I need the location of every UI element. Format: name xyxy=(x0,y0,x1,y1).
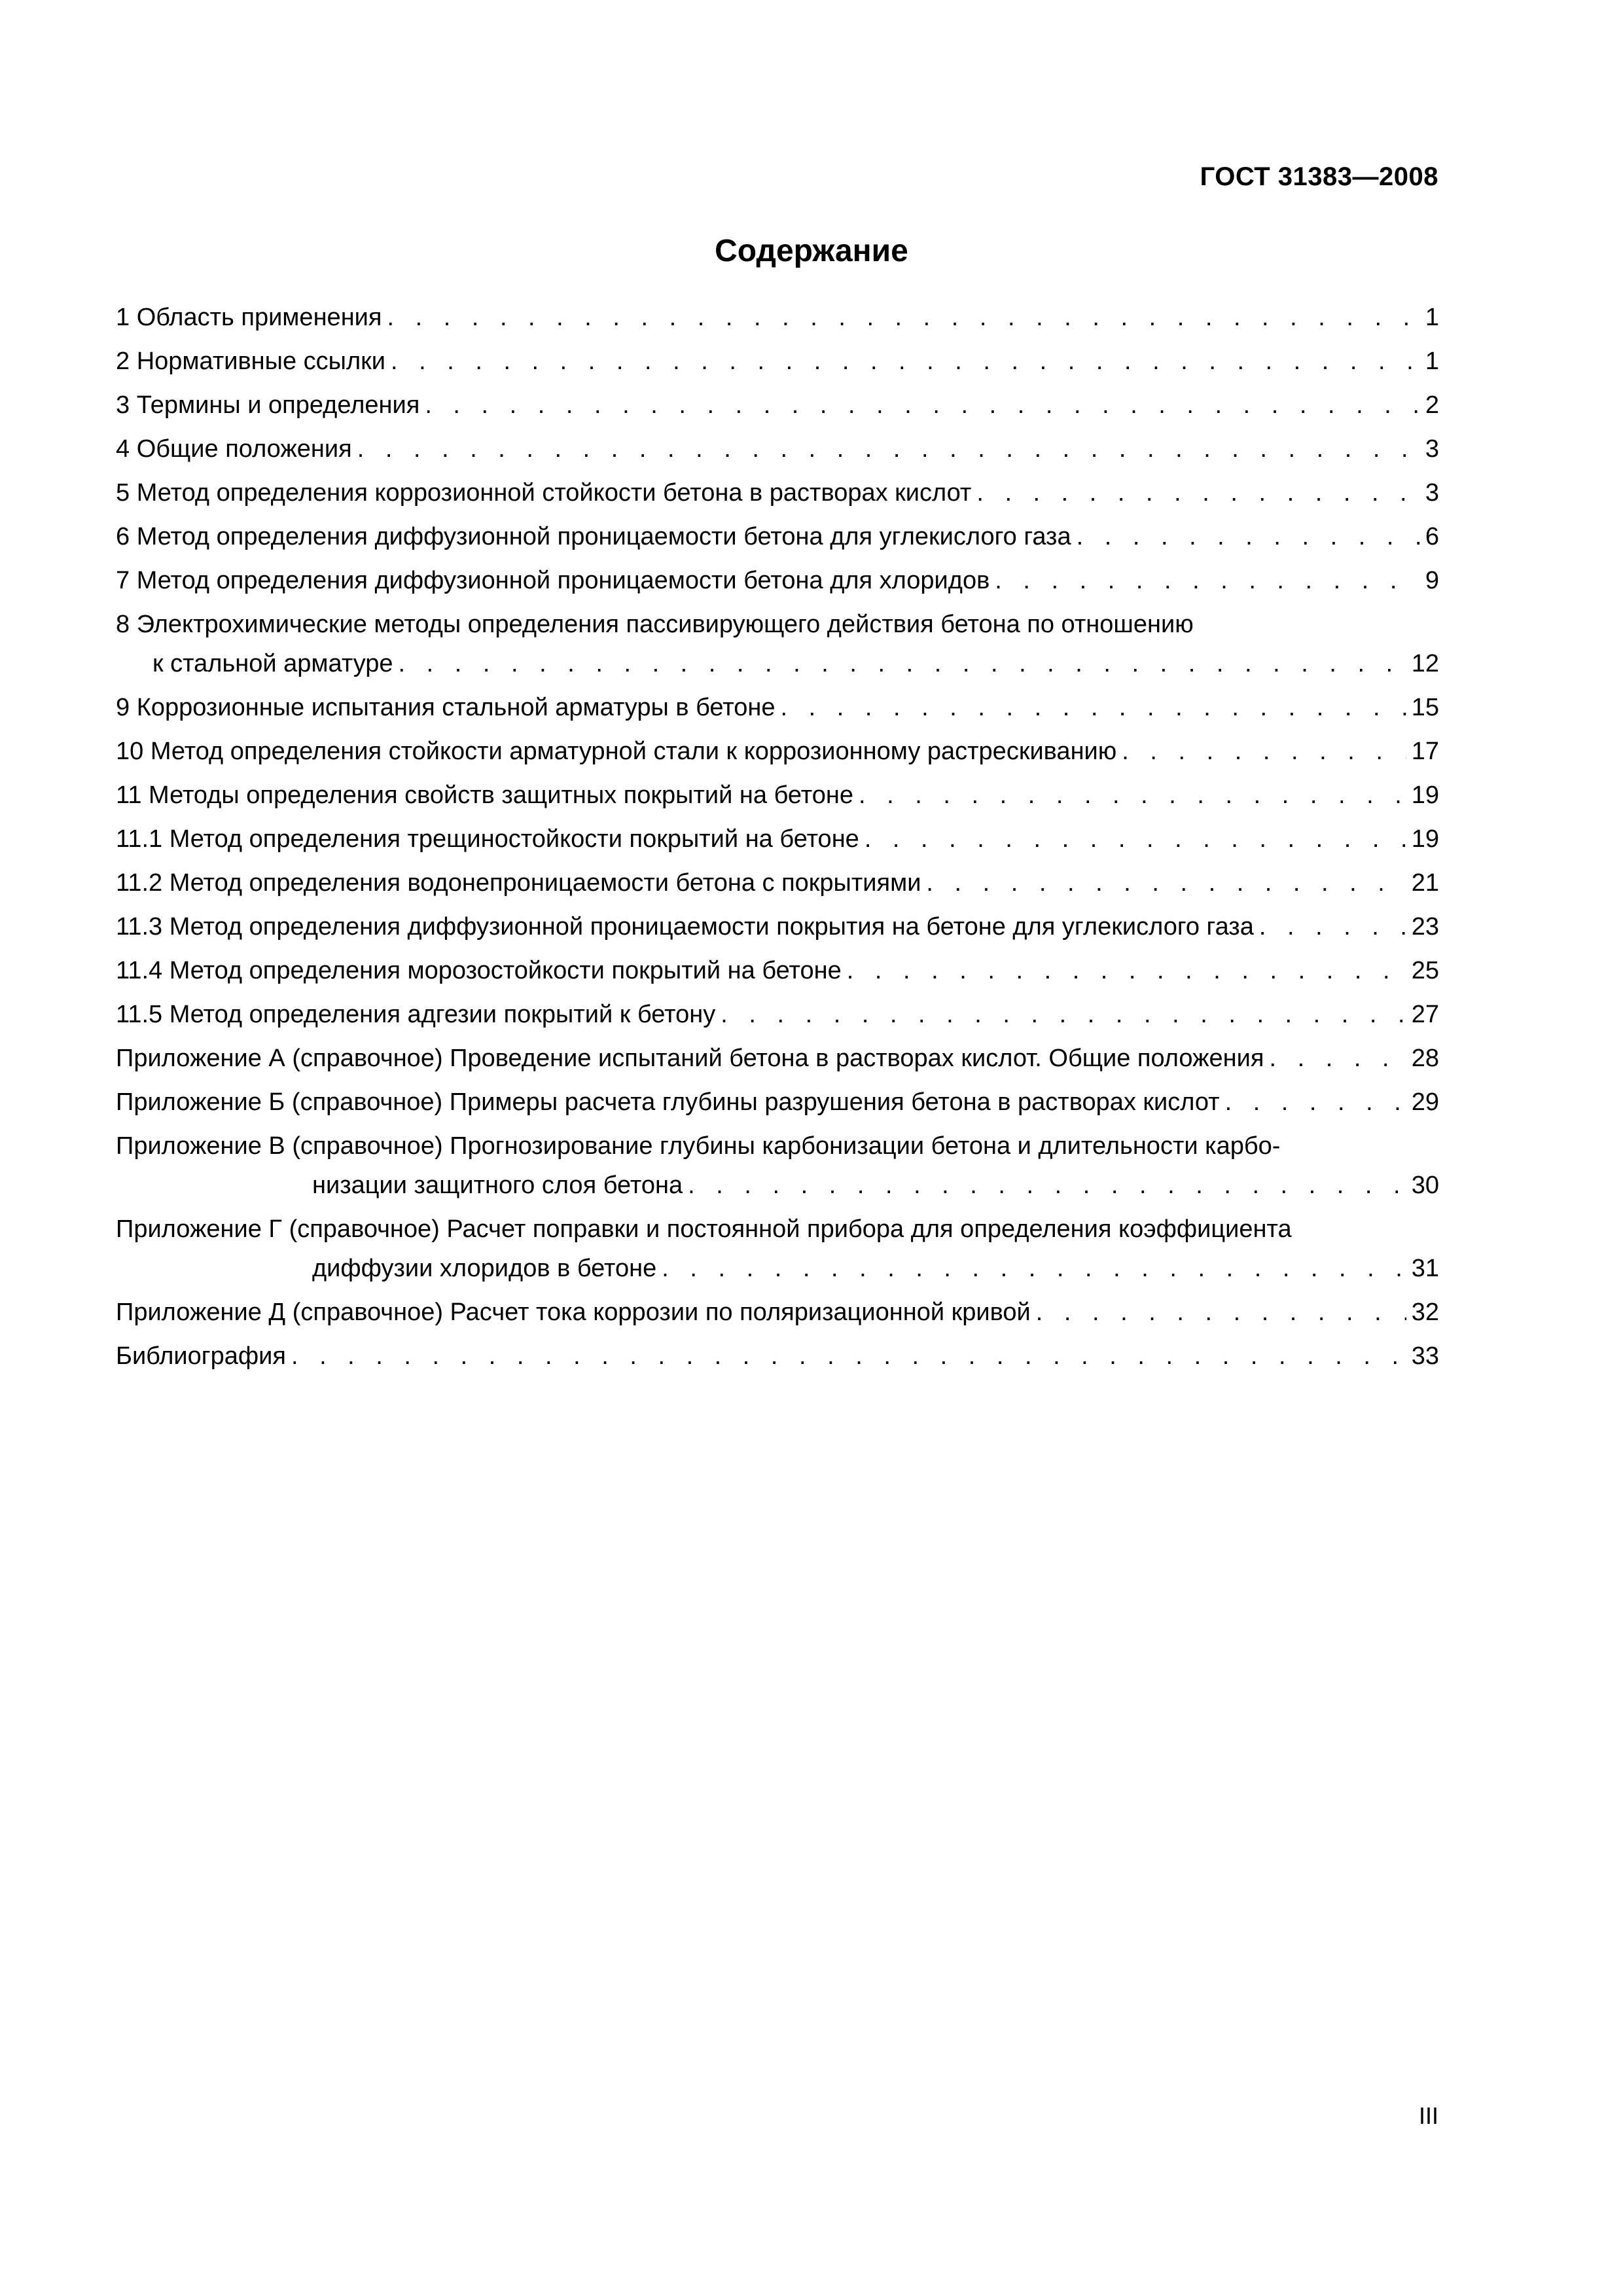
toc-page-number: 2 xyxy=(1425,391,1439,419)
toc-line xyxy=(116,1293,1439,1332)
dot-leader xyxy=(781,688,1406,727)
toc-line xyxy=(116,732,1439,771)
toc-entry xyxy=(116,1210,1439,1288)
toc-entry xyxy=(116,1039,1439,1078)
toc-entry-title: Приложение В (справочное) Прогнозирование глубины карбонизации бетона и длительности карбо- xyxy=(116,1132,1281,1160)
dot-leader xyxy=(688,1166,1406,1205)
toc-line xyxy=(116,342,1439,381)
toc-entry xyxy=(116,429,1439,469)
table-of-contents xyxy=(116,298,1439,1380)
toc-line xyxy=(116,951,1439,990)
toc-entry xyxy=(116,561,1439,600)
toc-entry-title: 5 Метод определения коррозионной стойкости бетона в растворах кислот xyxy=(116,479,972,507)
toc-entry-title: 7 Метод определения диффузионной проницаемости бетона для хлоридов xyxy=(116,567,990,594)
dot-leader xyxy=(1036,1293,1406,1332)
toc-line xyxy=(116,386,1439,425)
page-title: Содержание xyxy=(715,234,908,268)
toc-entry-title: 9 Коррозионные испытания стальной арматуры в бетоне xyxy=(116,694,776,721)
toc-entry xyxy=(116,776,1439,815)
toc-line xyxy=(116,1249,1439,1288)
toc-entry-title: Приложение Г (справочное) Расчет поправки и постоянной прибора для определения коэффициента xyxy=(116,1215,1292,1243)
dot-leader xyxy=(387,298,1419,337)
dot-leader xyxy=(1077,517,1420,556)
toc-page-number: 33 xyxy=(1411,1342,1439,1370)
toc-line xyxy=(116,473,1439,512)
toc-page-number: 1 xyxy=(1425,348,1439,375)
toc-entry xyxy=(116,732,1439,771)
toc-entry xyxy=(116,951,1439,990)
toc-page-number: 21 xyxy=(1411,869,1439,897)
toc-line xyxy=(116,1210,1439,1249)
dot-leader xyxy=(1259,907,1406,946)
toc-entry-title: 11.1 Метод определения трещиностойкости покрытий на бетоне xyxy=(116,825,859,853)
toc-line xyxy=(116,995,1439,1034)
toc-entry-title: 11.3 Метод определения диффузионной проницаемости покрытия на бетоне для углекислого газа xyxy=(116,913,1254,941)
toc-page-number: 6 xyxy=(1425,523,1439,550)
toc-entry-title: 3 Термины и определения xyxy=(116,391,420,419)
toc-entry-title: Приложение Д (справочное) Расчет тока коррозии по поляризационной кривой xyxy=(116,1299,1031,1326)
dot-leader xyxy=(976,473,1420,512)
dot-leader xyxy=(847,951,1406,990)
toc-page-number: 28 xyxy=(1411,1045,1439,1072)
toc-entry-title: 11.4 Метод определения морозостойкости покрытий на бетоне xyxy=(116,957,842,984)
toc-entry xyxy=(116,386,1439,425)
toc-page-number: 3 xyxy=(1425,435,1439,463)
toc-page-number: 25 xyxy=(1411,957,1439,984)
toc-page-number: 15 xyxy=(1411,694,1439,721)
toc-line xyxy=(116,1126,1439,1166)
toc-page-number: 1 xyxy=(1425,304,1439,331)
dot-leader xyxy=(1122,732,1406,771)
toc-page-number: 9 xyxy=(1425,567,1439,594)
toc-line xyxy=(116,1166,1439,1205)
dot-leader xyxy=(1225,1083,1406,1122)
toc-line xyxy=(116,907,1439,946)
toc-page-number: 17 xyxy=(1411,738,1439,765)
toc-entry xyxy=(116,342,1439,381)
toc-line xyxy=(116,605,1439,644)
dot-leader xyxy=(926,863,1406,903)
toc-entry-title: 4 Общие положения xyxy=(116,435,352,463)
toc-line xyxy=(116,1336,1439,1376)
toc-entry xyxy=(116,517,1439,556)
toc-entry-title: диффузии хлоридов в бетоне xyxy=(312,1255,657,1282)
toc-line xyxy=(116,644,1439,683)
toc-entry xyxy=(116,1126,1439,1205)
toc-line xyxy=(116,429,1439,469)
toc-entry xyxy=(116,688,1439,727)
toc-entry xyxy=(116,1083,1439,1122)
toc-page-number: 3 xyxy=(1425,479,1439,507)
dot-leader xyxy=(425,386,1420,425)
toc-entry xyxy=(116,1293,1439,1332)
dot-leader xyxy=(662,1249,1406,1288)
toc-entry-title: 2 Нормативные ссылки xyxy=(116,348,385,375)
toc-entry-title: 11.5 Метод определения адгезии покрытий к бетону xyxy=(116,1001,716,1028)
toc-entry-title: 11 Методы определения свойств защитных покрытий на бетоне xyxy=(116,781,854,809)
dot-leader xyxy=(1269,1039,1406,1078)
dot-leader xyxy=(391,342,1420,381)
toc-entry xyxy=(116,819,1439,859)
toc-entry-title: 6 Метод определения диффузионной проницаемости бетона для углекислого газа xyxy=(116,523,1071,550)
toc-page-number: 19 xyxy=(1411,781,1439,809)
toc-page-number: 32 xyxy=(1411,1299,1439,1326)
toc-line xyxy=(116,561,1439,600)
toc-line xyxy=(116,517,1439,556)
toc-entry-title: низации защитного слоя бетона xyxy=(312,1172,683,1199)
dot-leader xyxy=(721,995,1406,1034)
toc-line xyxy=(116,1083,1439,1122)
toc-line xyxy=(116,776,1439,815)
toc-entry-title: 10 Метод определения стойкости арматурной стали к коррозионному растрескиванию xyxy=(116,738,1117,765)
dot-leader xyxy=(859,776,1406,815)
toc-entry xyxy=(116,863,1439,903)
dot-leader xyxy=(291,1336,1406,1376)
toc-line xyxy=(116,1039,1439,1078)
dot-leader xyxy=(995,561,1420,600)
toc-entry-title: 8 Электрохимические методы определения пассивирующего действия бетона по отношению xyxy=(116,611,1194,638)
toc-entry xyxy=(116,907,1439,946)
toc-page-number: 27 xyxy=(1411,1001,1439,1028)
toc-entry xyxy=(116,995,1439,1034)
toc-page-number: 12 xyxy=(1411,650,1439,677)
toc-entry xyxy=(116,1336,1439,1376)
toc-entry xyxy=(116,605,1439,683)
toc-page-number: 29 xyxy=(1411,1088,1439,1116)
document-number: ГОСТ 31383—2008 xyxy=(1200,162,1438,191)
toc-entry-title: 11.2 Метод определения водонепроницаемости бетона с покрытиями xyxy=(116,869,921,897)
toc-entry xyxy=(116,473,1439,512)
toc-page-number: 31 xyxy=(1411,1255,1439,1282)
toc-line xyxy=(116,819,1439,859)
toc-line xyxy=(116,298,1439,337)
toc-line xyxy=(116,863,1439,903)
toc-entry-title: к стальной арматуре xyxy=(152,650,393,677)
toc-entry-title: 1 Область применения xyxy=(116,304,382,331)
toc-entry-title: Приложение Б (справочное) Примеры расчета глубины разрушения бетона в растворах кислот xyxy=(116,1088,1220,1116)
toc-page-number: 19 xyxy=(1411,825,1439,853)
toc-entry-title: Библиография xyxy=(116,1342,286,1370)
page-number: III xyxy=(1418,2102,1438,2129)
dot-leader xyxy=(865,819,1406,859)
toc-entry-title: Приложение А (справочное) Проведение испытаний бетона в растворах кислот. Общие положения xyxy=(116,1045,1264,1072)
toc-entry xyxy=(116,298,1439,337)
toc-page-number: 30 xyxy=(1411,1172,1439,1199)
dot-leader xyxy=(399,644,1406,683)
toc-page-number: 23 xyxy=(1411,913,1439,941)
dot-leader xyxy=(357,429,1420,469)
toc-line xyxy=(116,688,1439,727)
